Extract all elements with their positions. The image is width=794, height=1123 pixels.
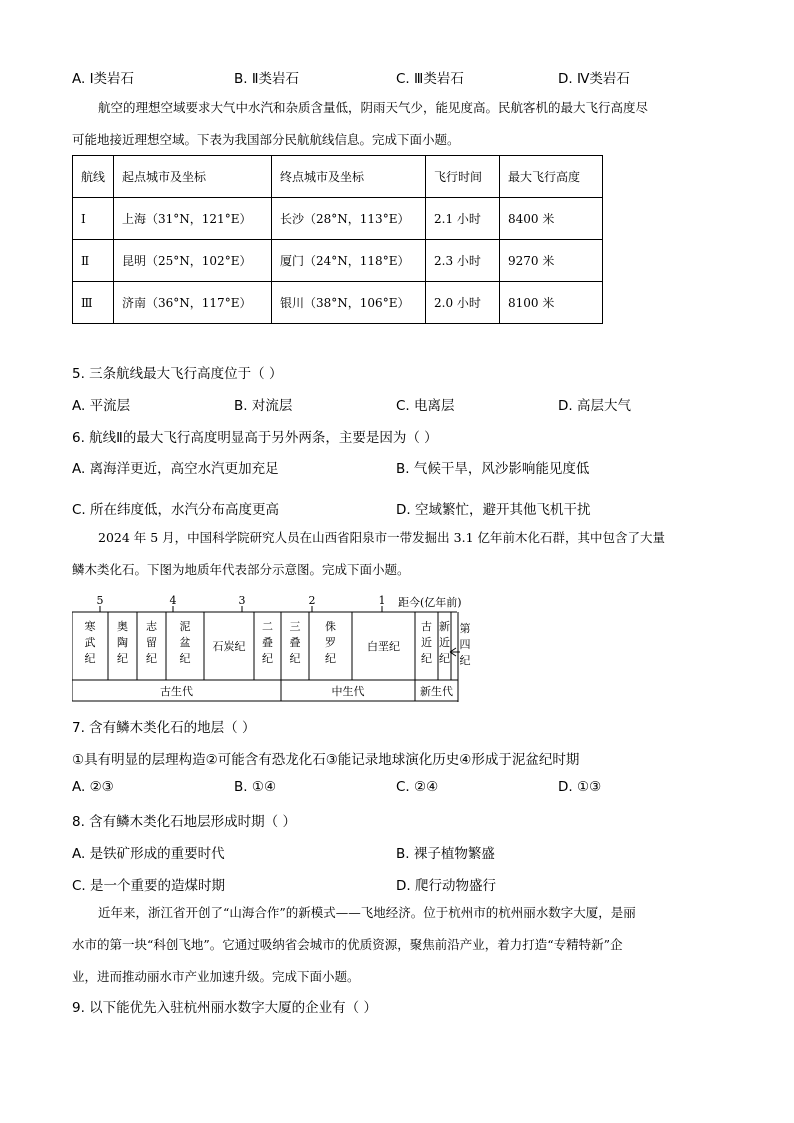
table-header-cell: 终点城市及坐标: [272, 156, 426, 198]
q4-option-b: B. Ⅱ类岩石: [234, 71, 299, 87]
table-cell: 8400 米: [500, 198, 603, 240]
era-label: 中生代: [331, 685, 365, 698]
q4-option-d: D. Ⅳ类岩石: [558, 71, 630, 87]
passage-aviation: [72, 92, 724, 156]
q8-option-b: B. 裸子植物繁盛: [396, 846, 495, 862]
table-cell: 8100 米: [500, 282, 603, 324]
q9-stem: 9. 以下能优先入驻杭州丽水数字大厦的企业有（ ）: [72, 1000, 377, 1016]
table-cell: 昆明（25°N，102°E）: [114, 240, 272, 282]
table-cell: 9270 米: [500, 240, 603, 282]
q7-option-d: D. ①③: [558, 779, 602, 795]
q6-option-a: A. 离海洋更近，高空水汽更加充足: [72, 461, 279, 477]
table-cell: 2.1 小时: [426, 198, 500, 240]
passage-enclave-line2: 水市的第一块“科创飞地”。它通过吸纳省会城市的优质资源，聚焦前沿产业，着力打造“专精特新”企: [72, 937, 623, 952]
passage-enclave-line1: 近年来，浙江省开创了“山海合作”的新模式——飞地经济。位于杭州市的杭州丽水数字大厦，是丽: [98, 905, 636, 920]
q8-option-d: D. 爬行动物盛行: [396, 878, 496, 894]
period-label: 白垩纪: [367, 640, 400, 653]
axis-tick-label: 1: [378, 594, 386, 607]
axis-tick-label: 3: [238, 594, 246, 607]
scale-label: 距今(亿年前): [398, 596, 462, 609]
period-label: 三叠纪: [289, 620, 301, 665]
passage-aviation-line1: 航空的理想空域要求大气中水汽和杂质含量低，阴雨天气少，能见度高。民航客机的最大飞行高度尽: [98, 100, 649, 115]
table-header-cell: 起点城市及坐标: [114, 156, 272, 198]
table-cell: Ⅲ: [73, 282, 114, 324]
quaternary: [450, 622, 471, 667]
table-header-cell: 最大飞行高度: [500, 156, 603, 198]
period-label: 寒武纪: [84, 620, 96, 665]
axis-tick-label: 4: [169, 594, 177, 607]
period-quaternary: 第四纪: [459, 622, 471, 667]
table-row: [73, 240, 603, 282]
q8-stem: 8. 含有鳞木类化石地层形成时期（ ）: [72, 814, 296, 830]
axis-tick-label: 2: [308, 594, 316, 607]
q8-option-a: A. 是铁矿形成的重要时代: [72, 846, 225, 862]
period-label: 志留纪: [146, 620, 157, 665]
period-label: 新近纪: [439, 620, 450, 665]
passage-fossils: [72, 522, 724, 586]
q6-option-d: D. 空域繁忙，避开其他飞机干扰: [396, 502, 591, 518]
q5-option-a: A. 平流层: [72, 398, 131, 414]
geologic-time-chart: [72, 592, 472, 704]
passage-fossils-line2: 鳞木类化石。下图为地质年代表部分示意图。完成下面小题。: [72, 562, 410, 577]
axis-tick-label: 5: [96, 594, 104, 607]
era-label: 新生代: [420, 685, 453, 698]
table-row: [73, 282, 603, 324]
period-label: 石炭纪: [212, 640, 246, 653]
passage-fossils-line1: 2024 年 5 月，中国科学院研究人员在山西省阳泉市一带发掘出 3.1 亿年前木化石群，其中包含了大量: [98, 530, 666, 545]
table-cell: Ⅰ: [73, 198, 114, 240]
q5-stem: 5. 三条航线最大飞行高度位于（ ）: [72, 366, 283, 382]
table-header-cell: 航线: [73, 156, 114, 198]
table-header-cell: 飞行时间: [426, 156, 500, 198]
table-row: [73, 198, 603, 240]
q7-option-c: C. ②④: [396, 779, 439, 795]
table-cell: Ⅱ: [73, 240, 114, 282]
passage-aviation-line2: 可能地接近理想空域。下表为我国部分民航航线信息。完成下面小题。: [72, 132, 460, 147]
passage-enclave-line3: 业，进而推动丽水市产业加速升级。完成下面小题。: [72, 969, 360, 984]
routes-table: [72, 155, 603, 324]
period-label: 侏罗纪: [325, 620, 336, 665]
passage-enclave: [72, 897, 724, 993]
q7-statements: ①具有明显的层理构造②可能含有恐龙化石③能记录地球演化历史④形成于泥盆纪时期: [72, 752, 580, 768]
table-cell: 上海（31°N，121°E）: [114, 198, 272, 240]
era-label: 古生代: [160, 685, 193, 698]
q7-option-a: A. ②③: [72, 779, 114, 795]
table-cell: 银川（38°N，106°E）: [272, 282, 426, 324]
q5-option-c: C. 电离层: [396, 398, 455, 414]
table-cell: 长沙（28°N，113°E）: [272, 198, 426, 240]
table-cell: 2.0 小时: [426, 282, 500, 324]
q4-option-c: C. Ⅲ类岩石: [396, 71, 464, 87]
q7-stem: 7. 含有鳞木类化石的地层（ ）: [72, 720, 256, 736]
q6-option-c: C. 所在纬度低，水汽分布高度更高: [72, 502, 280, 518]
period-label: 泥盆纪: [179, 620, 191, 665]
q8-option-c: C. 是一个重要的造煤时期: [72, 878, 226, 894]
table-cell: 2.3 小时: [426, 240, 500, 282]
q4-option-a: A. Ⅰ类岩石: [72, 71, 135, 87]
eras-row: [72, 680, 458, 701]
period-label: 古近纪: [421, 620, 432, 665]
periods-row: [72, 612, 458, 702]
table-cell: 厦门（24°N，118°E）: [272, 240, 426, 282]
time-axis-ticks: [97, 594, 386, 612]
q7-option-b: B. ①④: [234, 779, 277, 795]
table-header-row: [73, 156, 603, 198]
q5-option-d: D. 高层大气: [558, 398, 631, 414]
period-label: 二叠纪: [262, 620, 273, 665]
table-cell: 济南（36°N，117°E）: [114, 282, 272, 324]
q6-stem: 6. 航线Ⅱ的最大飞行高度明显高于另外两条，主要是因为（ ）: [72, 430, 438, 446]
q5-option-b: B. 对流层: [234, 398, 293, 414]
q6-option-b: B. 气候干旱，风沙影响能见度低: [396, 461, 590, 477]
period-label: 奥陶纪: [117, 620, 128, 665]
